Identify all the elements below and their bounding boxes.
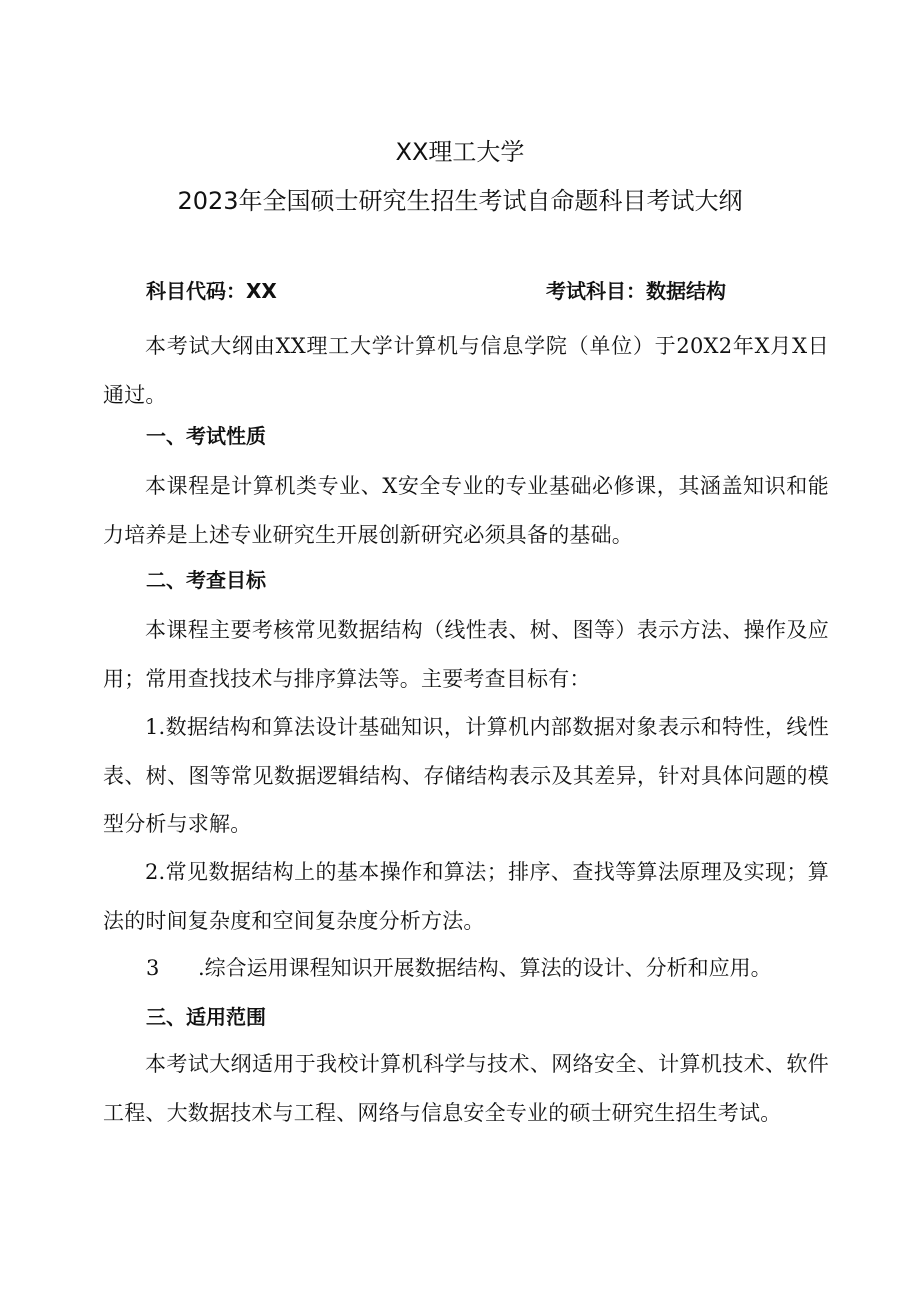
goals-paragraph: 本课程主要考核常见数据结构（线性表、树、图等）表示方法、操作及应用；常用查找技术与排序算法等。主要考查目标有： bbox=[103, 618, 829, 691]
document-title: 2023年全国硕士研究生招生考试自命题科目考试大纲 bbox=[177, 187, 743, 215]
subject-code: 科目代码：XX bbox=[146, 279, 277, 303]
goal-item-3-text: .综合运用课程知识开展数据结构、算法的设计、分析和应用。 bbox=[198, 956, 772, 980]
goal-item-2: 2.常见数据结构上的基本操作和算法；排序、查找等算法原理及实现；算法的时间复杂度和空间复杂度分析方法。 bbox=[103, 860, 829, 933]
subject-name: 考试科目：数据结构 bbox=[546, 279, 726, 303]
goal-item-3-number: 3 bbox=[146, 956, 160, 980]
section-heading-goals: 二、考查目标 bbox=[146, 568, 266, 592]
intro-paragraph: 本考试大纲由XX理工大学计算机与信息学院（单位）于20X2年X月X日通过。 bbox=[103, 334, 829, 407]
section-heading-scope: 三、适用范围 bbox=[146, 1005, 266, 1029]
nature-paragraph: 本课程是计算机类专业、X安全专业的专业基础必修课，其涵盖知识和能力培养是上述专业研究生开展创新研究必须具备的基础。 bbox=[103, 474, 829, 547]
section-heading-nature: 一、考试性质 bbox=[146, 424, 266, 448]
scope-paragraph: 本考试大纲适用于我校计算机科学与技术、网络安全、计算机技术、软件工程、大数据技术与工程、网络与信息安全专业的硕士研究生招生考试。 bbox=[103, 1052, 829, 1125]
university-title: XX理工大学 bbox=[395, 138, 525, 166]
goal-item-3 bbox=[146, 944, 772, 993]
goal-item-1: 1.数据结构和算法设计基础知识，计算机内部数据对象表示和特性，线性表、树、图等常见数据逻辑结构、存储结构表示及其差异，针对具体问题的模型分析与求解。 bbox=[103, 715, 829, 836]
